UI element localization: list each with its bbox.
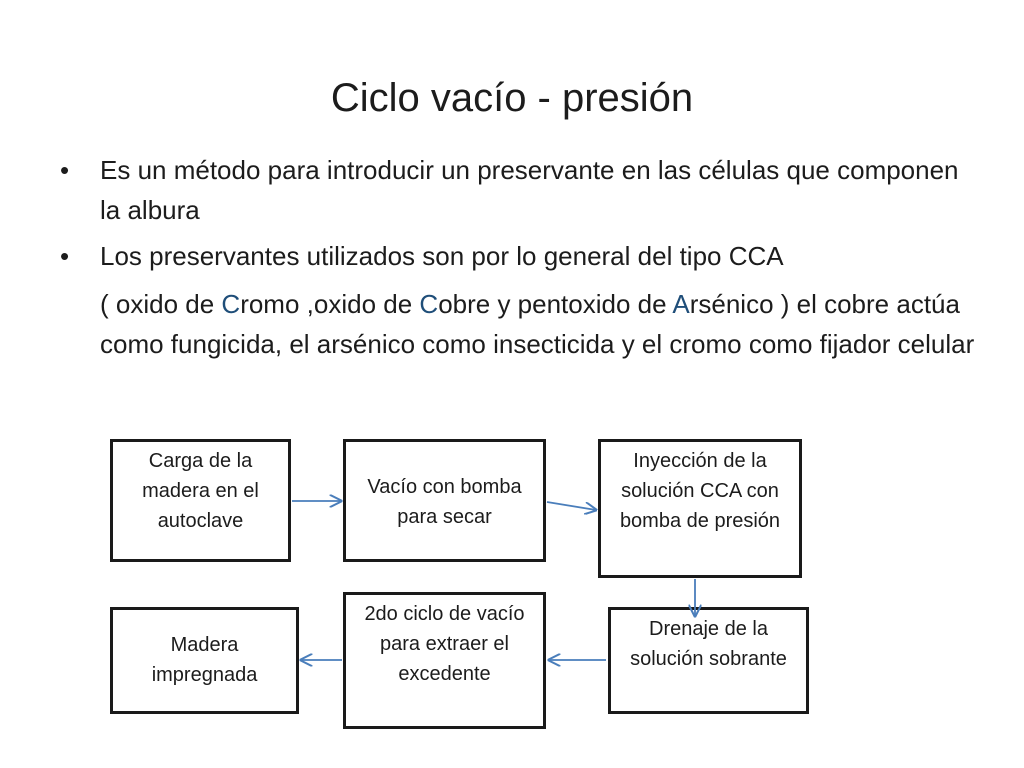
cont-highlight-a-arsenico: A — [672, 289, 690, 319]
bullet-text: Es un método para introducir un preservante en las células que componen la albura — [100, 155, 959, 225]
slide-title: Ciclo vacío - presión — [330, 76, 694, 120]
bullet-marker: • — [60, 155, 70, 185]
arrow-vacio-to-inyeccion — [547, 502, 596, 510]
cont-text: obre y pentoxido de — [438, 289, 673, 319]
cont-text: ( oxido de — [100, 289, 222, 319]
step-segundo-ciclo-box — [343, 592, 546, 729]
step-vacio-label: Vacío con bomba para secar — [367, 476, 522, 528]
cont-text: romo ,oxido de — [240, 289, 420, 319]
cont-highlight-c-cromo: C — [221, 289, 241, 319]
bullet-continuation — [60, 284, 980, 364]
cont-text: rsénico ) el cobre actúa como fungicida, el arsénico como insecticida y el cromo como fijador celular — [100, 289, 975, 359]
bullet-marker: • — [60, 241, 70, 271]
step-madera-box — [110, 607, 299, 714]
cont-highlight-c-cobre: C — [419, 289, 439, 319]
step-madera-label: Madera impregnada — [151, 634, 258, 686]
step-inyeccion-box — [598, 439, 802, 578]
step-drenaje-box — [608, 607, 809, 714]
step-vacio-box — [343, 439, 546, 562]
bullet-text: Los preservantes utilizados son por lo general del tipo CCA — [100, 241, 784, 271]
bullet-item — [60, 236, 980, 276]
step-drenaje-label: Drenaje de la solución sobrante — [630, 618, 787, 670]
step-carga-box — [110, 439, 291, 562]
step-segundo-ciclo-label: 2do ciclo de vacío para extraer el excedente — [364, 603, 525, 685]
step-inyeccion-label: Inyección de la solución CCA con bomba de presión — [619, 450, 781, 532]
step-carga-label: Carga de la madera en el autoclave — [142, 450, 259, 532]
bullet-list — [60, 150, 980, 364]
bullet-item — [60, 150, 980, 230]
